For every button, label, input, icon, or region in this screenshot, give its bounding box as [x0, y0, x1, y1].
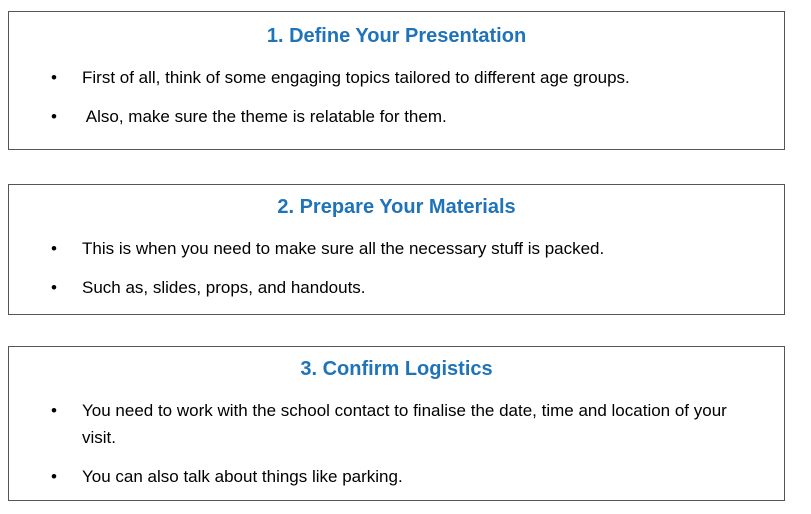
- bullet-icon: •: [51, 239, 57, 258]
- list-item: [9, 397, 784, 451]
- bullet-icon: •: [51, 467, 57, 486]
- list-item-text: First of all, think of some engaging topics tailored to different age groups.: [82, 68, 630, 87]
- list-item: [9, 463, 784, 490]
- list-item: [9, 274, 784, 301]
- section-define-presentation: [8, 11, 785, 150]
- section-prepare-materials: [8, 184, 785, 315]
- list-item-text: This is when you need to make sure all the necessary stuff is packed.: [82, 239, 605, 258]
- bullet-icon: •: [51, 107, 57, 126]
- list-item-text: You can also talk about things like parking.: [82, 467, 403, 486]
- section-confirm-logistics: [8, 346, 785, 501]
- bullet-icon: •: [51, 278, 57, 297]
- list-item-text: You need to work with the school contact to finalise the date, time and location of your visit.: [82, 401, 727, 447]
- bullet-icon: •: [51, 401, 57, 420]
- section-title: 1. Define Your Presentation: [266, 25, 527, 47]
- list-item-text: Also, make sure the theme is relatable for them.: [82, 107, 447, 126]
- list-item-text: Such as, slides, props, and handouts.: [82, 278, 366, 297]
- section-title: 2. Prepare Your Materials: [277, 196, 516, 218]
- section-title: 3. Confirm Logistics: [300, 358, 493, 380]
- list-item: [9, 103, 784, 130]
- bullet-icon: •: [51, 68, 57, 87]
- list-item: [9, 235, 784, 262]
- list-item: [9, 64, 784, 91]
